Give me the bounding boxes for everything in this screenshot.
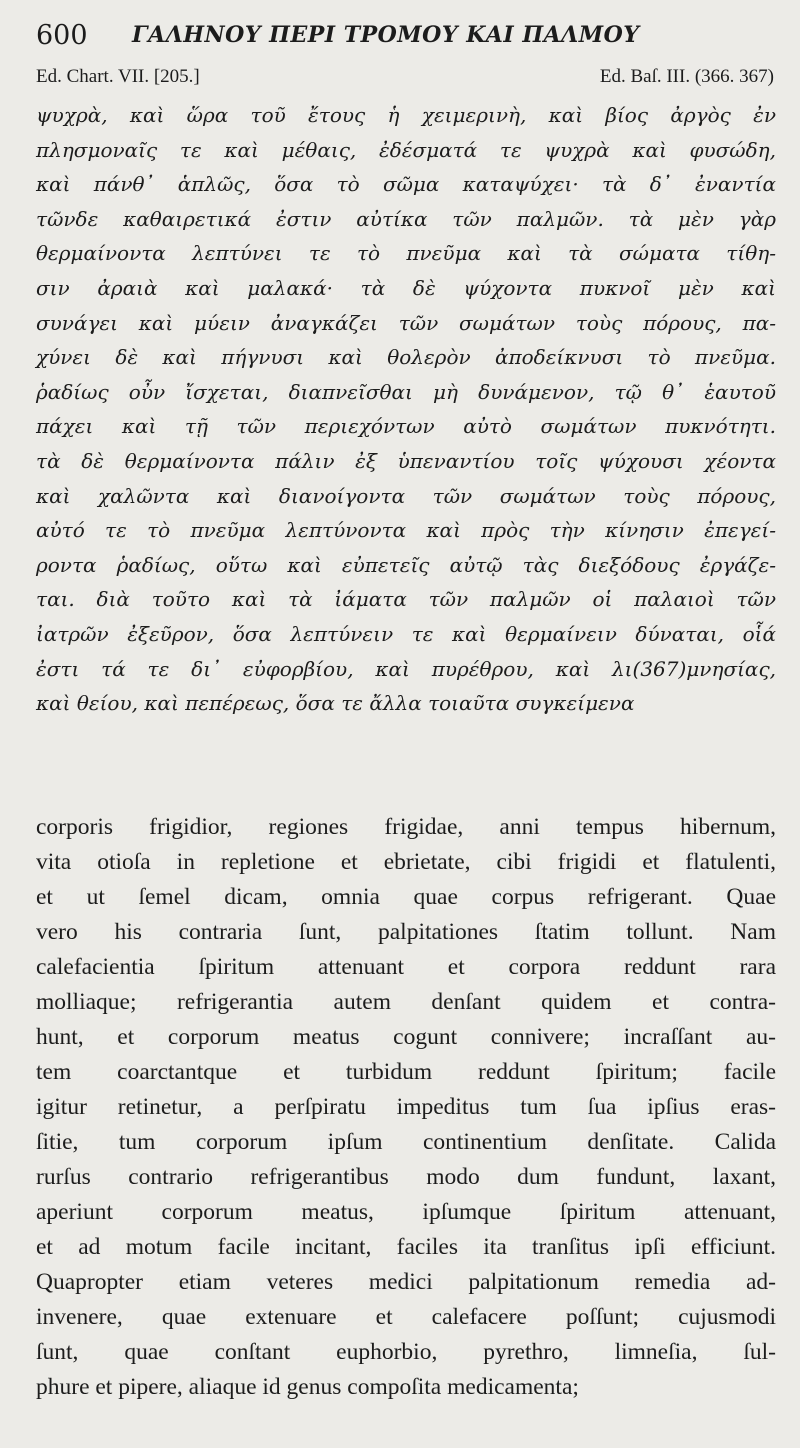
latin-line: molliaque; refrigerantia autem denſant quidem et contra- [36,989,776,1015]
latin-line: vero his contraria ſunt, palpitationes ſtatim tollunt. Nam [36,919,776,945]
greek-line: πάχει καὶ τῇ τῶν περιεχόντων αὐτὸ σωμάτων πυκνότητι. [36,414,776,439]
latin-line: rurſus contrario refrigerantibus modo dum fundunt, laxant, [36,1164,776,1190]
greek-line: καὶ θείου, καὶ πεπέρεως, ὅσα τε ἄλλα τοιαῦτα συγκείμενα [36,691,635,716]
greek-line: ψυχρὰ, καὶ ὥρα τοῦ ἔτους ἡ χειμερινὴ, καὶ βίος ἀργὸς ἐν [36,103,776,127]
greek-line: ται. διὰ τοῦτο καὶ τὰ ἰάματα τῶν παλμῶν οἱ παλαιοὶ τῶν [36,587,776,612]
greek-line: θερμαίνοντα λεπτύνει τε τὸ πνεῦμα καὶ τὰ σώματα τίθη- [36,241,776,266]
latin-line: hunt, et corporum meatus cogunt connivere; incraſſant au- [36,1024,776,1050]
greek-line: καὶ πάνθ᾽ ἁπλῶς, ὅσα τὸ σῶμα καταψύχει· τὰ δ᾽ ἐναντία [36,172,776,197]
latin-line: Quapropter etiam veteres medici palpitationum remedia ad- [36,1269,776,1295]
latin-line: tem coarctantque et turbidum reddunt ſpiritum; facile [36,1059,776,1085]
latin-line: vita otioſa in repletione et ebrietate, cibi frigidi et flatulenti, [36,849,776,875]
greek-line: ἰατρῶν ἐξεῦρον, ὅσα λεπτύνειν τε καὶ θερμαίνειν δύναται, οἷά [36,621,776,646]
latin-text [36,810,776,1405]
greek-text [36,98,776,721]
greek-line: σιν ἀραιὰ καὶ μαλακά· τὰ δὲ ψύχοντα πυκνοῖ μὲν καὶ [36,275,776,300]
greek-line: ροντα ῥαδίως, οὕτω καὶ εὐπετεῖς αὐτῷ τὰς διεξόδους ἐργάζε- [36,552,776,577]
greek-line: πλησμοναῖς τε καὶ μέθαις, ἐδέσματά τε ψυχρὰ καὶ φυσώδη, [36,137,776,162]
running-title: ΓΑΛΗΝΟΥ ΠΕΡΙ ΤΡΟΜΟΥ ΚΑΙ ΠΑΛΜΟΥ [132,22,640,48]
greek-line: ῥαδίως οὖν ἴσχεται, διαπνεῖσθαι μὴ δυνάμενον, τῷ θ᾽ ἑαυτοῦ [36,379,776,404]
latin-line: igitur retinetur, a perſpiratu impeditus tum ſua ipſius eras- [36,1094,776,1120]
latin-line: et ad motum facile incitant, faciles ita tranſitus ipſi efficiunt. [36,1234,776,1260]
latin-line: ſitie, tum corporum ipſum continentium denſitate. Calida [36,1129,776,1155]
greek-line: καὶ χαλῶντα καὶ διανοίγοντα τῶν σωμάτων τοὺς πόρους, [36,483,776,508]
greek-line: συνάγει καὶ μύειν ἀναγκάζει τῶν σωμάτων τοὺς πόρους, πα- [36,310,776,335]
running-head [36,16,776,56]
greek-line: ἐστι τά τε δι᾽ εὐφορβίου, καὶ πυρέθρου, καὶ λι(367)μνησίας, [36,656,776,681]
latin-line: ſunt, quae conſtant euphorbio, pyrethro, limneſia, ſul- [36,1339,776,1365]
page-number: 600 [36,20,88,51]
edition-right: Ed. Baſ. III. (366. 367) [599,66,774,87]
latin-line: corporis frigidior, regiones frigidae, anni tempus hibernum, [36,814,776,840]
greek-line: χύνει δὲ καὶ πήγνυσι καὶ θολερὸν ἀποδείκνυσι τὸ πνεῦμα. [36,345,776,370]
latin-line: phure et pipere, aliaque id genus compoſita medicamenta; [36,1374,579,1400]
latin-line: et ut ſemel dicam, omnia quae corpus refrigerant. Quae [36,884,776,910]
latin-line: aperiunt corporum meatus, ipſumque ſpiritum attenuant, [36,1199,776,1225]
greek-line: τῶνδε καθαιρετικά ἐστιν αὐτίκα τῶν παλμῶν. τὰ μὲν γὰρ [36,206,776,231]
latin-line: calefacientia ſpiritum attenuant et corpora reddunt rara [36,954,776,980]
greek-line: τὰ δὲ θερμαίνοντα πάλιν ἐξ ὑπεναντίου τοῖς ψύχουσι χέοντα [36,448,776,473]
latin-line: invenere, quae extenuare et calefacere poſſunt; cujusmodi [36,1304,776,1330]
greek-line: αὐτό τε τὸ πνεῦμα λεπτύνοντα καὶ πρὸς τὴν κίνησιν ἐπεγεί- [36,518,776,543]
edition-left: Ed. Chart. VII. [205.] [36,66,200,87]
edition-references [36,66,774,96]
